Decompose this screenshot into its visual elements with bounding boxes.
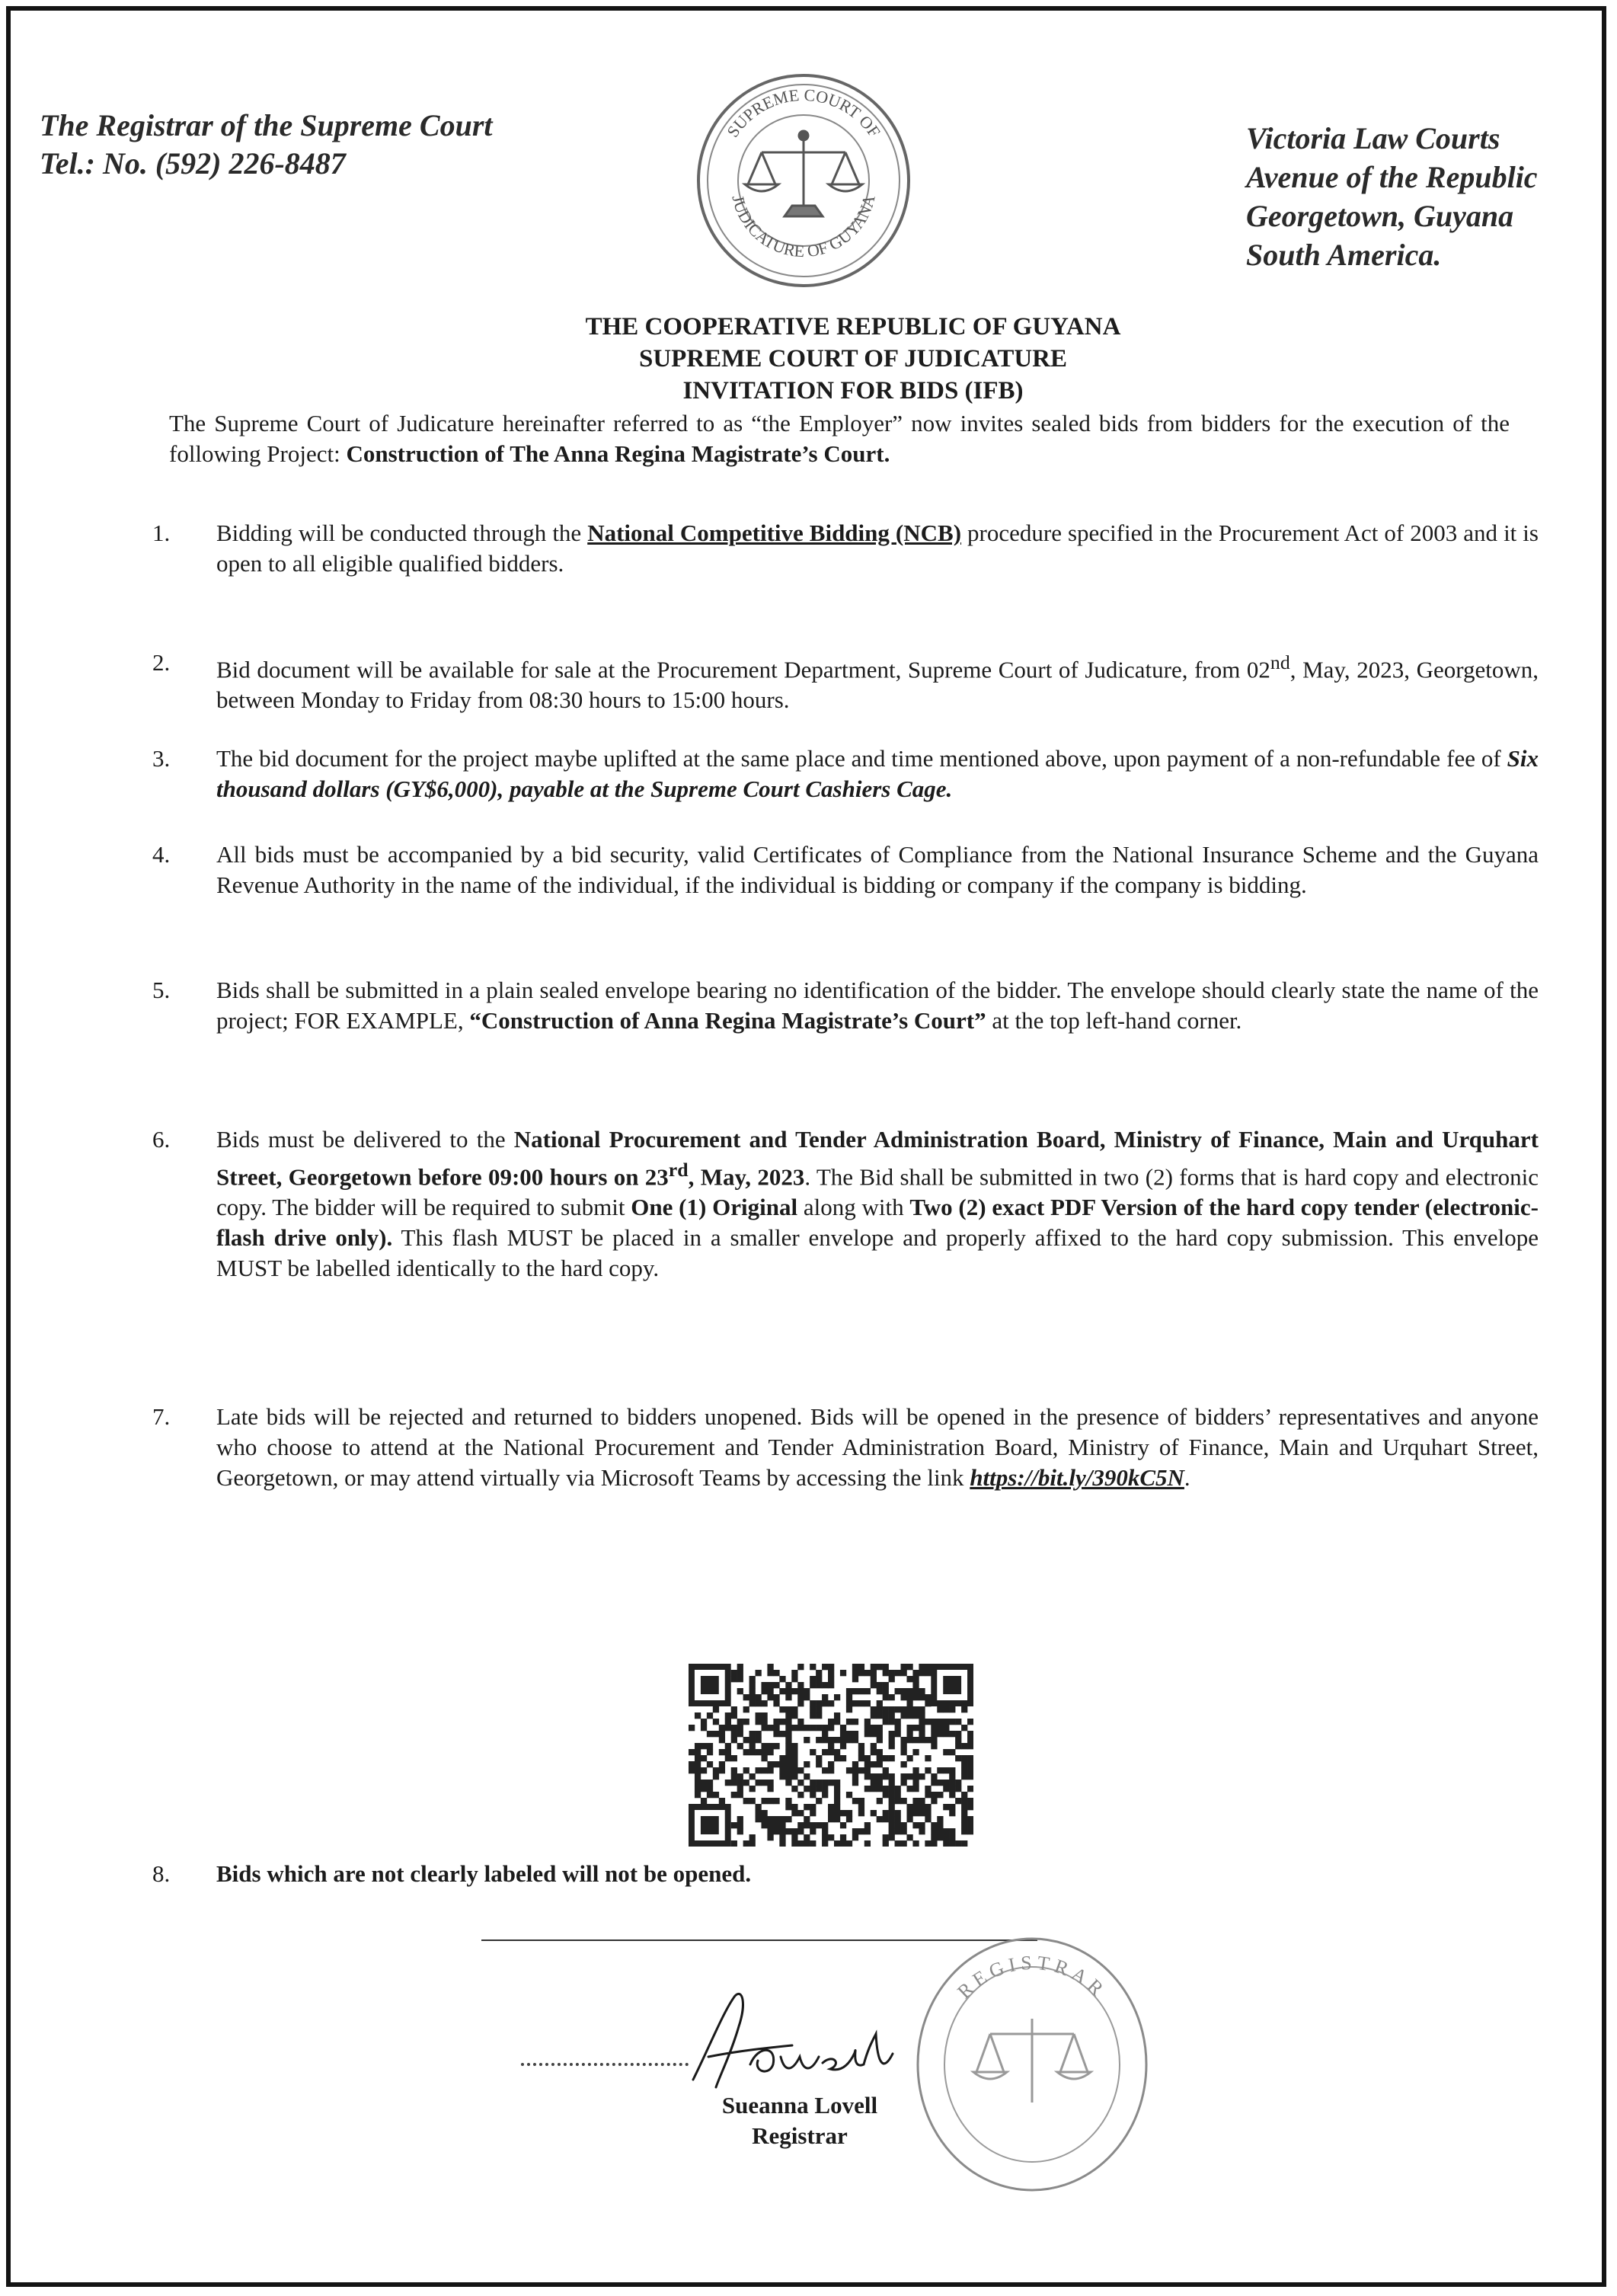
list-item-6	[152, 1124, 1539, 1284]
item-emphasis: National Competitive Bidding (NCB)	[587, 520, 962, 546]
intro-project: Construction of The Anna Regina Magistrate’s Court.	[346, 440, 890, 467]
registrar-telephone: Tel.: No. (592) 226-8487	[40, 146, 346, 181]
item-number: 7.	[152, 1403, 171, 1430]
list-item-4	[152, 839, 1539, 900]
item-emphasis: , May, 2023	[688, 1163, 805, 1191]
address-line-1: Victoria Law Courts	[1246, 121, 1500, 155]
item-emphasis: Bids which are not clearly labeled will not be opened.	[216, 1860, 752, 1887]
qr-finder-pattern	[701, 1676, 719, 1694]
list-item-1	[152, 518, 1539, 579]
scales-icon	[973, 2019, 1091, 2103]
qr-finder-pattern	[701, 1816, 719, 1834]
item-text: Bids must be delivered to the	[216, 1126, 514, 1153]
stamp-text: REGISTRAR	[953, 1951, 1111, 2003]
intro-paragraph	[169, 408, 1510, 469]
item-text: at the top left-hand corner.	[986, 1007, 1242, 1034]
item-number: 3.	[152, 745, 171, 772]
teams-meeting-link[interactable]: https://bit.ly/390kC5N	[970, 1464, 1184, 1491]
item-text: Late bids will be rejected and returned to bidders unopened. Bids will be opened in the presence of bidders’ representatives and anyone who choose to attend at the National Procurement and Tender Administration Board, Ministry of Finance, Main and Urquhart Street, Georgetown, or may attend virtually via Microsoft Teams by accessing the link	[216, 1403, 1539, 1491]
item-superscript: rd	[668, 1159, 689, 1181]
scales-icon	[745, 131, 862, 216]
item-superscript: nd	[1270, 651, 1290, 673]
signatory-block	[685, 2090, 914, 2151]
item-text: Bid document will be available for sale at the Procurement Department, Supreme Court of Judicature, from 02	[216, 656, 1270, 683]
item-text: Bids shall be submitted in a plain sealed envelope bearing no identification of the bidder. The envelope should clearly state the name of the project; FOR EXAMPLE,	[216, 977, 1539, 1034]
item-text: , May, 2023, Georgetown, between Monday to Friday from 08:30 hours to 15:00 hours.	[216, 656, 1539, 714]
item-emphasis: Two (2) exact PDF Version of the hard copy tender (electronic-flash drive only).	[216, 1194, 1539, 1252]
item-number: 6.	[152, 1126, 171, 1153]
intro-text: The Supreme Court of Judicature hereinafter referred to as “the Employer” now invites sealed bids from bidders for the execution of the following Project:	[169, 410, 1510, 467]
item-text: The bid document for the project maybe uplifted at the same place and time mentioned above, upon payment of a non-refundable fee of	[216, 745, 1507, 772]
list-item-2	[152, 648, 1539, 715]
title-ifb: INVITATION FOR BIDS (IFB)	[682, 377, 1024, 405]
item-emphasis: “Construction of Anna Regina Magistrate’s Court”	[469, 1007, 986, 1034]
handwritten-signature	[678, 1981, 906, 2103]
item-text: procedure specified in the Procurement Act of 2003 and it is open to all eligible qualified bidders.	[216, 520, 1539, 577]
item-text: . The Bid shall be submitted in two (2) forms that is hard copy and electronic copy. The bidder will be required to submit	[216, 1163, 1539, 1221]
title-court: SUPREME COURT OF JUDICATURE	[638, 345, 1067, 373]
address-line-3: Georgetown, Guyana	[1246, 199, 1514, 233]
title-republic: THE COOPERATIVE REPUBLIC OF GUYANA	[585, 313, 1121, 341]
registrar-title: The Registrar of the Supreme Court	[40, 108, 493, 142]
supreme-court-seal	[678, 70, 929, 291]
item-text: .	[1184, 1464, 1190, 1491]
court-address-block	[1246, 119, 1538, 274]
list-item-7	[152, 1402, 1539, 1493]
item-number: 4.	[152, 841, 171, 868]
qr-code[interactable]	[689, 1664, 973, 1847]
registrar-contact-block	[40, 107, 493, 183]
qr-finder-pattern	[943, 1676, 961, 1694]
item-emphasis: National Procurement and Tender Administration Board, Ministry of Finance, Main and Urquhart Street, Georgetown before 09:00 hours on 23	[216, 1126, 1539, 1191]
list-item-3	[152, 743, 1539, 804]
svg-text:REGISTRAR	[953, 1952, 1110, 2003]
seal-top-text: SUPREME COURT OF	[723, 85, 884, 141]
signatory-title: Registrar	[752, 2122, 848, 2149]
item-number: 8.	[152, 1860, 171, 1887]
address-line-2: Avenue of the Republic	[1246, 160, 1538, 194]
item-text: along with	[797, 1194, 910, 1221]
item-number: 2.	[152, 649, 171, 676]
list-item-8	[152, 1859, 1539, 1889]
document-titles	[404, 311, 1302, 407]
signatory-name: Sueanna Lovell	[721, 2092, 878, 2119]
address-line-4: South America.	[1246, 238, 1442, 272]
item-number: 1.	[152, 520, 171, 546]
item-emphasis: Six thousand dollars (GY$6,000), payable at the Supreme Court Cashiers Cage.	[216, 745, 1539, 802]
item-emphasis: One (1) Original	[631, 1194, 798, 1221]
seal-bottom-text: JUDICATURE OF GUYANA	[728, 193, 879, 261]
item-number: 5.	[152, 977, 171, 1003]
item-text: All bids must be accompanied by a bid security, valid Certificates of Compliance from the National Insurance Scheme and the Guyana Revenue Authority in the name of the individual, if the individual is bidding or company if the company is bidding.	[216, 841, 1539, 898]
item-text: This flash MUST be placed in a smaller envelope and properly affixed to the hard copy submission. This envelope MUST be labelled identically to the hard copy.	[216, 1224, 1539, 1282]
item-text: Bidding will be conducted through the	[216, 520, 588, 546]
signature-dotted-line	[521, 2063, 689, 2066]
registrar-stamp	[906, 1927, 1158, 2202]
list-item-5	[152, 975, 1539, 1036]
